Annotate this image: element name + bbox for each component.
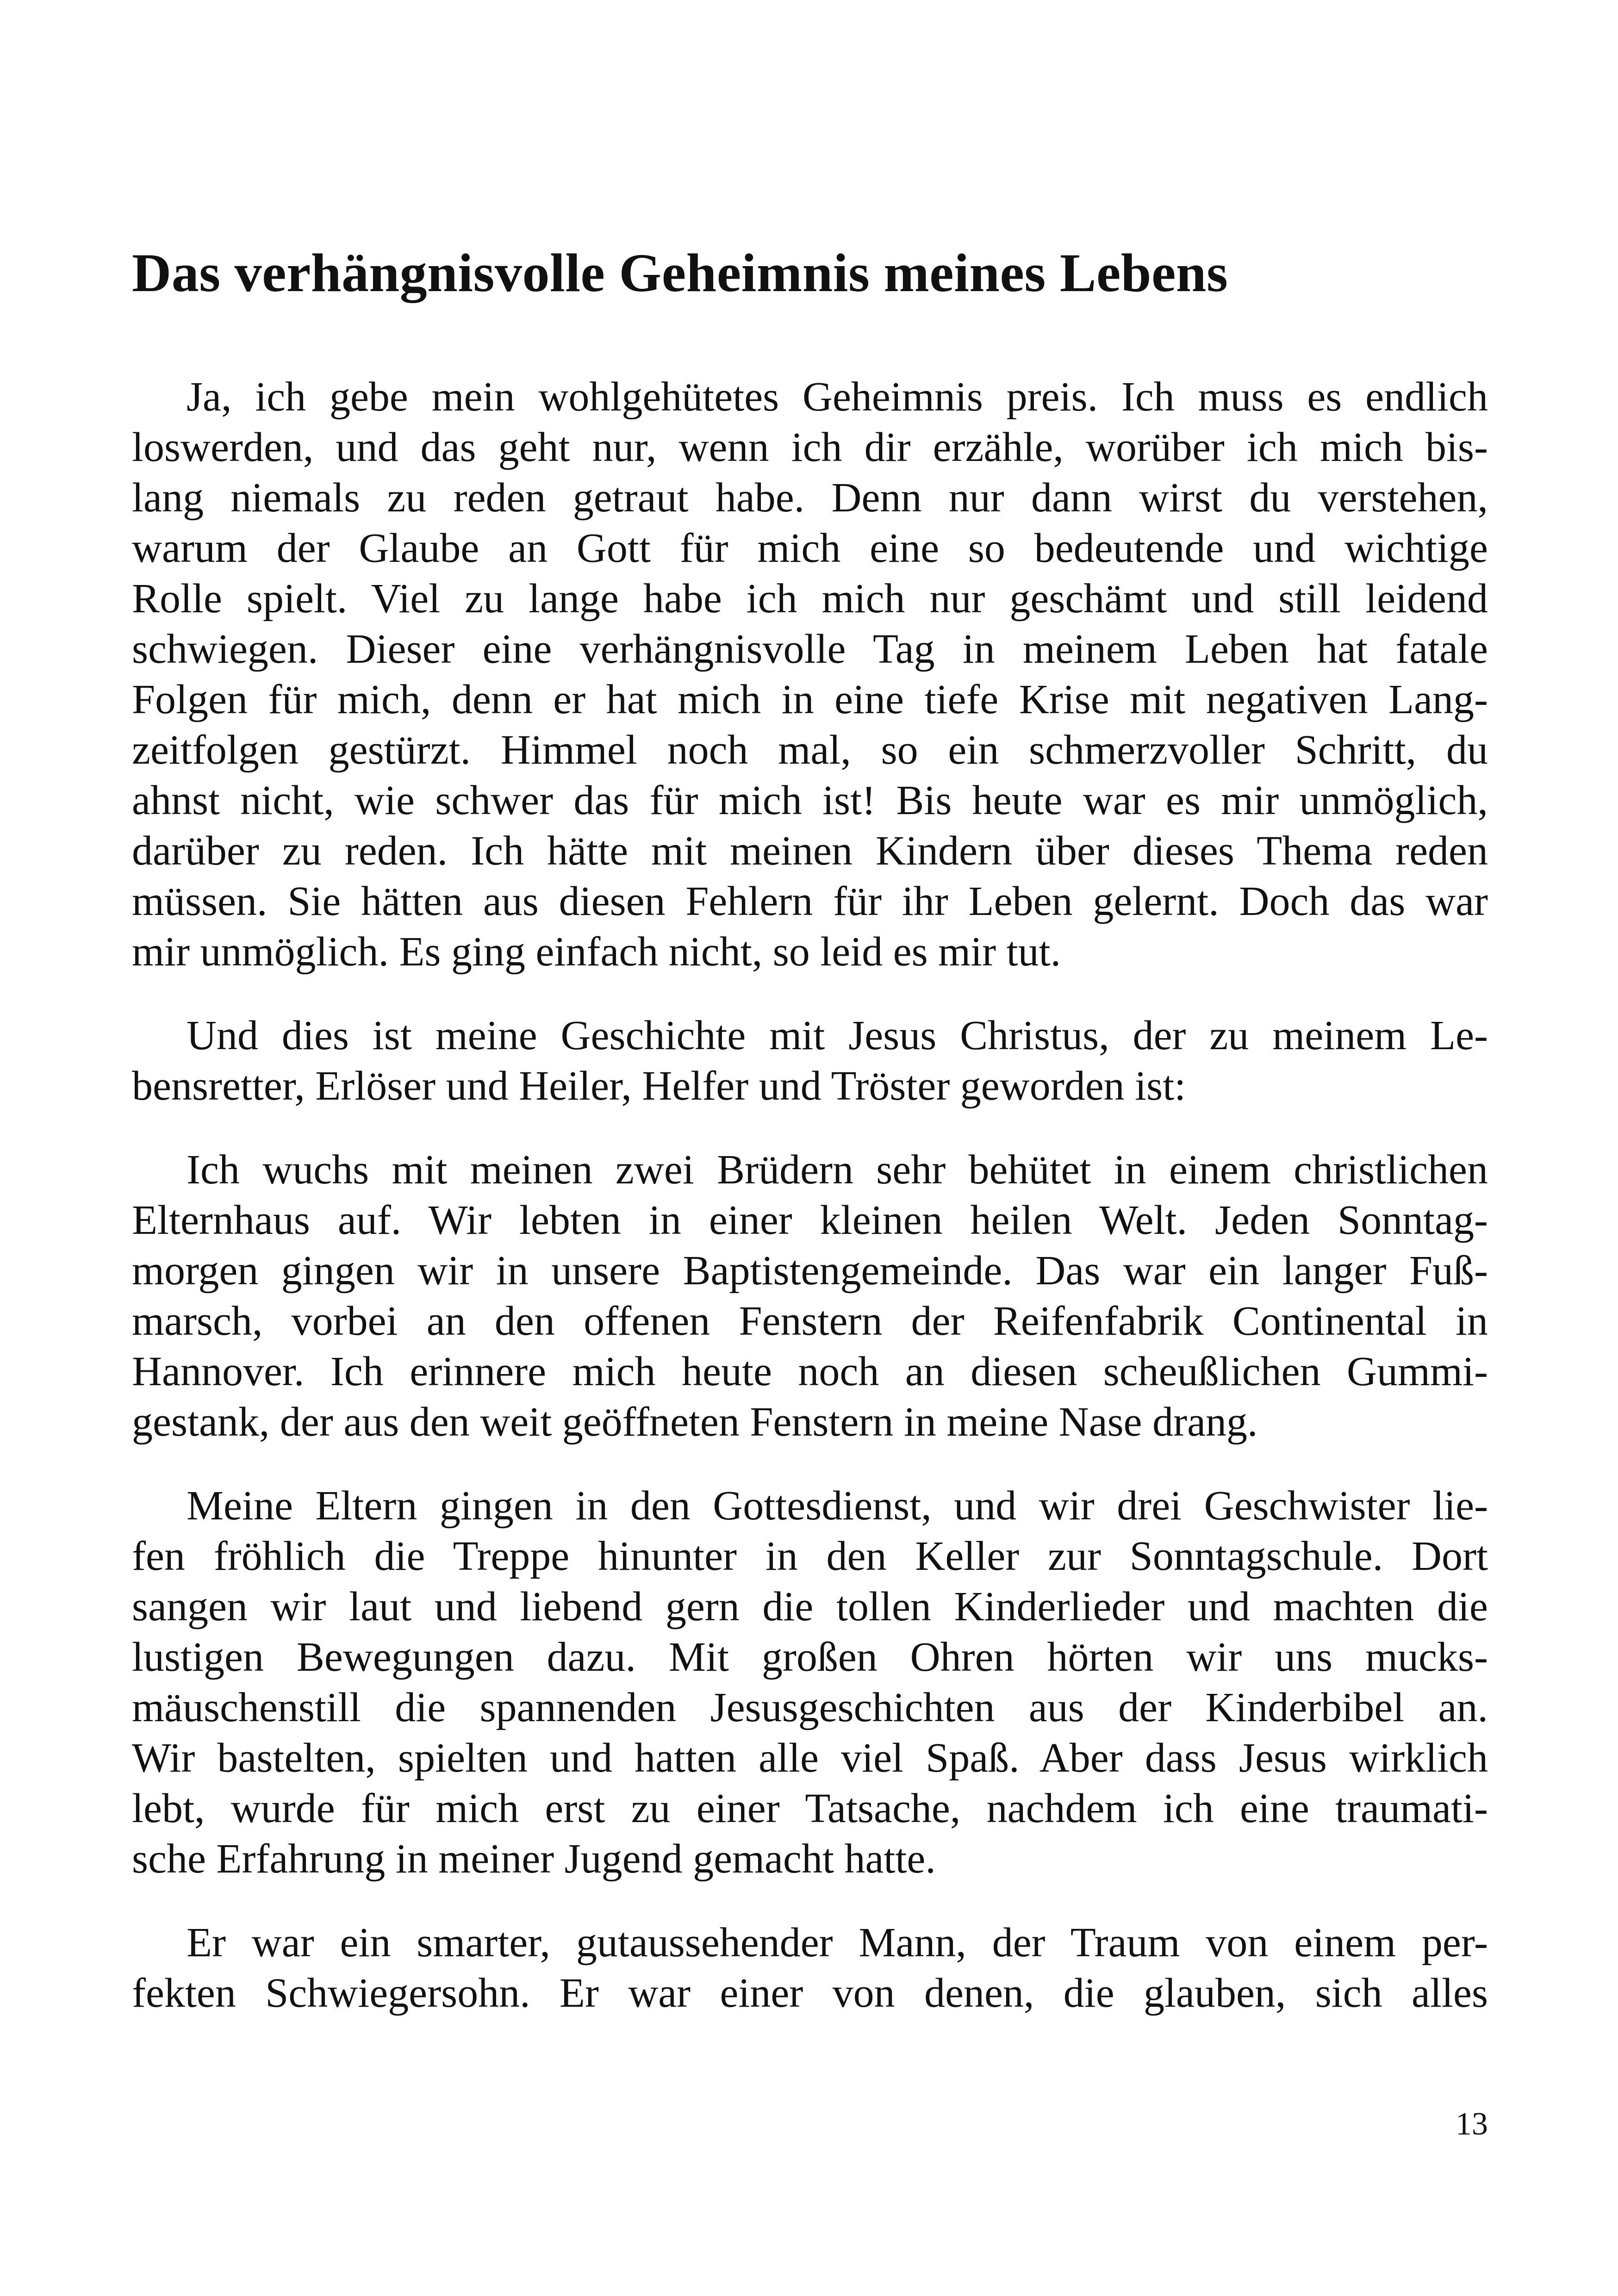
text-line: Rolle spielt. Viel zu lange habe ich mich nur geschämt und still leidend	[132, 576, 1488, 622]
text-line: Ja, ich gebe mein wohlgehütetes Geheimnis preis. Ich muss es endlich	[187, 374, 1488, 420]
text-line: mir unmöglich. Es ging einfach nicht, so leid es mir tut.	[132, 929, 1061, 975]
text-line: sche Erfahrung in meiner Jugend gemacht hatte.	[132, 1836, 936, 1882]
text-line: lebt, wurde für mich erst zu einer Tatsache, nachdem ich eine traumati-	[132, 1786, 1488, 1831]
text-line: schwiegen. Dieser eine verhängnisvolle Tag in meinem Leben hat fatale	[132, 626, 1488, 672]
text-line: mäuschenstill die spannenden Jesusgeschichten aus der Kinderbibel an.	[132, 1685, 1488, 1730]
text-line: darüber zu reden. Ich hätte mit meinen Kindern über dieses Thema reden	[132, 828, 1488, 874]
text-line: morgen gingen wir in unsere Baptistengemeinde. Das war ein langer Fuß-	[132, 1248, 1488, 1294]
text-line: müssen. Sie hätten aus diesen Fehlern für ihr Leben gelernt. Doch das war	[132, 878, 1488, 924]
text-line: loswerden, und das geht nur, wenn ich dir erzähle, worüber ich mich bis-	[132, 424, 1488, 470]
text-line: fen fröhlich die Treppe hinunter in den Keller zur Sonntagschule. Dort	[132, 1533, 1488, 1579]
text-line: Wir bastelten, spielten und hatten alle viel Spaß. Aber dass Jesus wirklich	[132, 1735, 1488, 1781]
text-line: Hannover. Ich erinnere mich heute noch an diesen scheußlichen Gummi-	[132, 1349, 1488, 1394]
text-line: gestank, der aus den weit geöffneten Fenstern in meine Nase drang.	[132, 1399, 1258, 1445]
text-line: Meine Eltern gingen in den Gottesdienst, und wir drei Geschwister lie-	[187, 1483, 1488, 1529]
text-line: bensretter, Erlöser und Heiler, Helfer und Tröster geworden ist:	[132, 1063, 1186, 1109]
text-line: marsch, vorbei an den offenen Fenstern der Reifenfabrik Continental in	[132, 1298, 1488, 1344]
text-line: fekten Schwiegersohn. Er war einer von denen, die glauben, sich alles	[132, 1970, 1488, 2016]
chapter-title: Das verhängnisvolle Geheimnis meines Lebens	[132, 243, 1228, 303]
text-line: Folgen für mich, denn er hat mich in eine tiefe Krise mit negativen Lang-	[132, 677, 1488, 722]
text-line: zeitfolgen gestürzt. Himmel noch mal, so ein schmerzvoller Schritt, du	[132, 727, 1488, 773]
text-line: Und dies ist meine Geschichte mit Jesus Christus, der zu meinem Le-	[187, 1013, 1488, 1058]
text-line: warum der Glaube an Gott für mich eine so bedeutende und wichtige	[132, 525, 1488, 571]
text-line: lang niemals zu reden getraut habe. Denn nur dann wirst du verstehen,	[132, 475, 1488, 521]
text-line: Elternhaus auf. Wir lebten in einer kleinen heilen Welt. Jeden Sonntag-	[132, 1197, 1488, 1243]
text-line: sangen wir laut und liebend gern die tollen Kinderlieder und machten die	[132, 1584, 1488, 1630]
text-line: Er war ein smarter, gutaussehender Mann, der Traum von einem per-	[187, 1920, 1488, 1966]
text-line: Ich wuchs mit meinen zwei Brüdern sehr behütet in einem christlichen	[187, 1147, 1488, 1193]
book-page	[132, 0, 1488, 2296]
page-number: 13	[1456, 2106, 1488, 2142]
text-line: ahnst nicht, wie schwer das für mich ist! Bis heute war es mir unmöglich,	[132, 778, 1488, 823]
text-line: lustigen Bewegungen dazu. Mit großen Ohren hörten wir uns mucks-	[132, 1634, 1488, 1680]
